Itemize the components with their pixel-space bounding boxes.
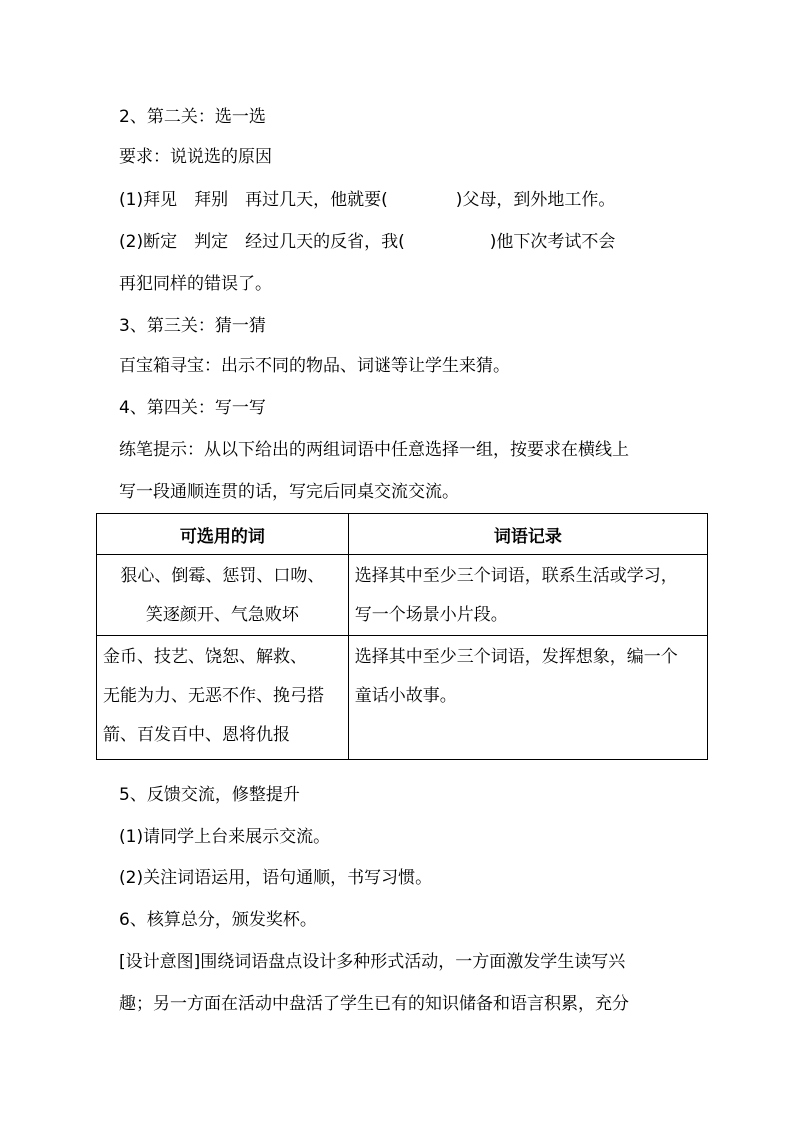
table-header-row [97, 514, 708, 555]
section-5-item-2: (2)关注词语运用，语句通顺，书写习惯。 [119, 868, 433, 888]
table-cell-record [348, 636, 707, 760]
section-2-requirement: 要求：说说选的原因 [119, 147, 272, 167]
exercise-1: (1)拜见 拜别 再过几天，他就要( )父母，到外地工作。 [119, 190, 616, 210]
section-4-heading: 4、第四关：写一写 [119, 398, 266, 418]
section-6-heading: 6、核算总分，颁发奖杯。 [119, 910, 317, 930]
section-4-tip-continued: 写一段通顺连贯的话，写完后同桌交流交流。 [119, 482, 459, 502]
exercise-2-continued: 再犯同样的错误了。 [119, 274, 272, 294]
section-5-item-1: (1)请同学上台来展示交流。 [119, 827, 331, 847]
design-intent-continued: 趣；另一方面在活动中盘活了学生已有的知识储备和语言积累，充分 [119, 994, 629, 1014]
table-cell-words [97, 555, 349, 636]
exercise-2: (2)断定 判定 经过几天的反省，我( )他下次考试不会 [119, 232, 616, 252]
table-row [97, 555, 708, 636]
table-row [97, 636, 708, 760]
design-intent: [设计意图]围绕词语盘点设计多种形式活动，一方面激发学生读写兴 [119, 952, 626, 972]
section-3-text: 百宝箱寻宝：出示不同的物品、词谜等让学生来猜。 [119, 356, 510, 376]
word-line: 箭、百发百中、恩将仇报 [103, 725, 290, 745]
record-line: 写一个场景小片段。 [354, 605, 508, 625]
word-choice-table [96, 513, 708, 760]
record-line: 选择其中至少三个词语，联系生活或学习， [354, 566, 678, 586]
word-line: 狠心、倒霉、惩罚、口吻、 [120, 566, 325, 586]
table-cell-words [97, 636, 349, 760]
word-line: 无能为力、无恶不作、挽弓搭 [103, 686, 324, 706]
record-line: 童话小故事。 [354, 686, 457, 706]
record-line: 选择其中至少三个词语，发挥想象，编一个 [354, 647, 678, 667]
table-header-record: 词语记录 [348, 514, 707, 555]
word-line: 金币、技艺、饶恕、解救、 [103, 647, 307, 667]
section-5-heading: 5、反馈交流，修整提升 [119, 785, 300, 805]
section-3-heading: 3、第三关：猜一猜 [119, 316, 266, 336]
word-line: 笑逐颜开、气急败坏 [145, 605, 299, 625]
table-header-words: 可选用的词 [97, 514, 349, 555]
table-cell-record [348, 555, 707, 636]
section-2-heading: 2、第二关：选一选 [119, 107, 266, 127]
section-4-tip: 练笔提示：从以下给出的两组词语中任意选择一组，按要求在横线上 [119, 440, 629, 460]
